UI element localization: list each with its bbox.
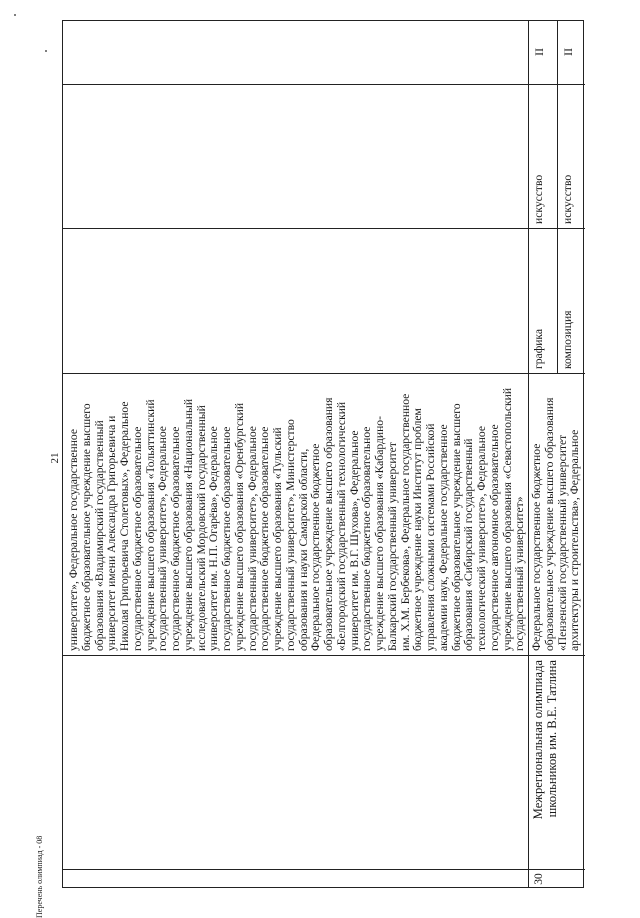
table-row-30 xyxy=(528,20,585,888)
cell-olympiad-name xyxy=(529,656,585,870)
organizers-line: государственное бюджетное образовательное xyxy=(220,426,233,651)
organizers-line: бюджетное образовательное учреждение высшего xyxy=(79,403,93,651)
subject-value: искусство xyxy=(561,174,574,224)
organizers-line: бюджетное учреждение науки Институт проблем xyxy=(411,408,425,651)
organizers-line: государственное бюджетное образовательное xyxy=(130,426,144,651)
olympiad-name-line: школьников им. В.Е. Татлина xyxy=(545,660,559,818)
cell-organizers xyxy=(529,374,585,656)
subject-subrow xyxy=(557,85,585,228)
profile-value: графика xyxy=(532,328,545,369)
footer-note: Перечень олимпиад - 08 xyxy=(35,835,44,918)
organizers-line: университет имени Александра Григорьевича и xyxy=(105,415,119,651)
scan-mark xyxy=(45,50,47,52)
organizers-line: университет им. В.Г. Шухова», Федеральное xyxy=(347,430,361,651)
organizers-line: образовательное учреждение высшего образования xyxy=(542,397,556,651)
organizers-line: государственное автономное образовательное xyxy=(487,424,501,651)
subject-subrow xyxy=(529,85,557,228)
organizers-text xyxy=(68,374,527,655)
cell-olympiad-name xyxy=(62,656,528,870)
level-value: II xyxy=(532,48,546,56)
organizers-line: учреждение высшего образования «Тульский xyxy=(271,427,284,651)
organizers-line: учреждение высшего образования «Оренбургский xyxy=(232,402,246,651)
cell-level xyxy=(62,20,528,85)
organizers-line: государственное бюджетное образовательное xyxy=(258,426,272,651)
organizers-line: архитектуры и строительства», Федеральное xyxy=(568,429,582,651)
organizers-line: университет им. Н.П. Огарёва», Федеральное xyxy=(207,426,221,651)
organizers-line: академии наук, Федеральное государственное xyxy=(436,424,450,651)
cell-subject xyxy=(62,85,528,229)
level-subrow xyxy=(557,20,585,84)
olympiad-name-line: Межрегиональная олимпиада xyxy=(531,660,545,820)
organizers-line: государственный университет», Министерство xyxy=(283,419,297,651)
organizers-line: университет», Федеральное государственное xyxy=(67,429,80,651)
cell-profile xyxy=(62,229,528,374)
organizers-line: государственное бюджетное образовательное xyxy=(169,426,182,651)
organizers-line: Федеральное государственное бюджетное xyxy=(530,443,543,651)
organizers-line: Федеральное государственное бюджетное xyxy=(309,443,323,651)
table-row-previous xyxy=(62,20,528,888)
cell-number xyxy=(529,870,585,888)
organizers-line: технологический университет», Федеральное xyxy=(475,426,488,651)
level-value: II xyxy=(561,48,575,56)
organizers-line: исследовательский Мордовский государственный xyxy=(194,405,208,651)
organizers-line: учреждение высшего образования «Кабардино- xyxy=(373,416,386,651)
cell-level xyxy=(529,20,585,85)
organizers-line: «Пензенский государственный университет xyxy=(555,434,569,651)
cell-subject xyxy=(529,85,585,229)
organizers-line: им. Х.М. Бербекова», Федеральное государственное xyxy=(398,393,412,651)
cell-profile xyxy=(529,229,585,374)
subject-value: искусство xyxy=(532,174,545,224)
organizers-line: Балкарский государственный университет xyxy=(385,442,399,651)
olympiad-name xyxy=(531,656,559,869)
profile-subrow xyxy=(557,229,585,373)
page-number: 21 xyxy=(49,452,61,464)
organizers-line: государственный университет», Федеральное xyxy=(245,426,259,651)
organizers-line: Николая Григорьевича Столетовых», Федеральное xyxy=(118,401,131,651)
organizers-line: образования «Сибирский государственный xyxy=(462,438,476,651)
scan-mark xyxy=(14,14,16,16)
organizers-line: государственное бюджетное образовательное xyxy=(360,426,374,651)
cell-number xyxy=(62,870,528,888)
organizers-line: образовательное учреждение высшего образования xyxy=(322,397,335,651)
organizers-text xyxy=(531,374,582,655)
organizers-line: «Белгородский государственный технологический xyxy=(334,401,348,651)
profile-subrow xyxy=(529,229,557,373)
row-number: 30 xyxy=(533,873,545,885)
organizers-line: бюджетное образовательное учреждение высшего xyxy=(449,403,463,651)
organizers-line: образования «Владимирский государственный xyxy=(92,420,106,651)
organizers-line: учреждение высшего образования «Севастопольский xyxy=(500,387,514,651)
profile-value: композиция xyxy=(561,310,574,369)
organizers-line: управления сложными системами Российской xyxy=(424,423,437,651)
organizers-line: учреждение высшего образования «Национальный xyxy=(181,398,195,651)
cell-organizers xyxy=(62,374,528,656)
organizers-line: государственный университет», Федеральное xyxy=(156,426,170,651)
olympiad-table xyxy=(62,20,584,888)
organizers-line: государственный университет» xyxy=(513,496,527,651)
level-subrow xyxy=(529,20,557,84)
organizers-line: учреждение высшего образования «Тольяттинский xyxy=(143,399,157,651)
organizers-line: образования и науки Самарской области, xyxy=(296,448,310,651)
